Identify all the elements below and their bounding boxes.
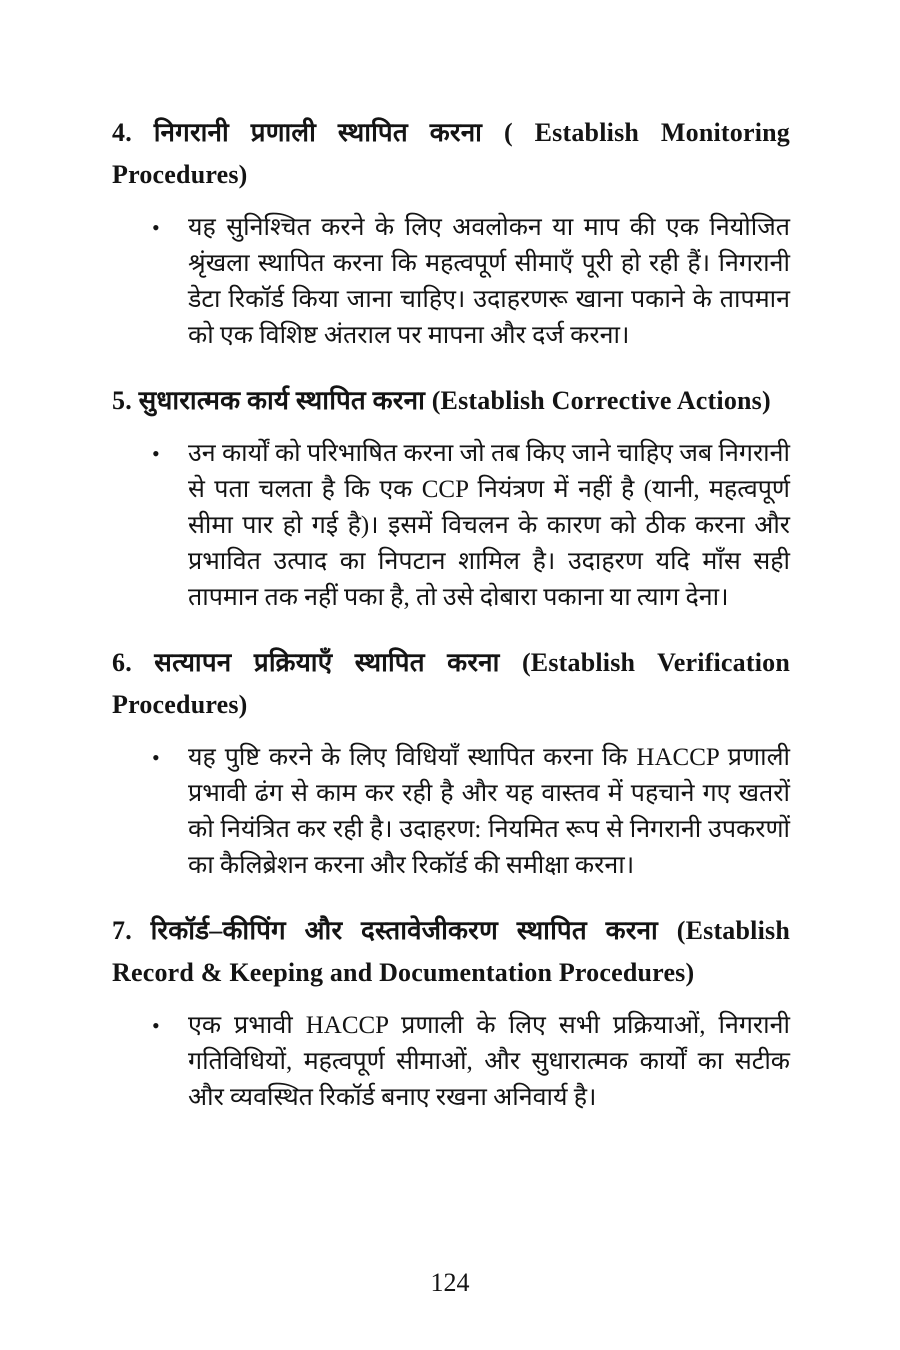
section-corrective-actions (112, 380, 790, 616)
list-item (152, 740, 790, 884)
page-number: 124 (430, 1268, 470, 1297)
section-heading: 6. सत्यापन प्रक्रियाएँ स्थापित करना (Establish Verification Procedures) (112, 648, 790, 719)
list-item (152, 436, 790, 616)
section-record-keeping (112, 910, 790, 1116)
bullet-icon: • (152, 745, 160, 770)
bullet-text: उन कार्यों को परिभाषित करना जो तब किए जाने चाहिए जब निगरानी से पता चलता है कि एक CCP नियंत्रण में नहीं है (यानी, महत्वपूर्ण सीमा पार हो गई है)। इसमें विचलन के कारण को ठीक करना और प्रभावित उत्पाद का निपटान शामिल है। उदाहरण यदि माँस सही तापमान तक नहीं पका है, तो उसे दोबारा पकाना या त्याग देना। (188, 440, 790, 611)
section-verification-procedures (112, 642, 790, 884)
section-heading: 5. सुधारात्मक कार्य स्थापित करना (Establish Corrective Actions) (112, 386, 771, 415)
section-heading: 7. रिकॉर्ड–कीपिंग और दस्तावेजीकरण स्थापित करना (Establish Record & Keeping and Documentation Procedures) (112, 916, 790, 987)
bullet-icon: • (152, 1013, 160, 1038)
bullet-text: यह पुष्टि करने के लिए विधियाँ स्थापित करना कि HACCP प्रणाली प्रभावी ढंग से काम कर रही है और यह वास्तव में पहचाने गए खतरों को नियंत्रित कर रही है। उदाहरण: नियमित रूप से निगरानी उपकरणों का कैलिब्रेशन करना और रिकॉर्ड की समीक्षा करना। (188, 744, 790, 879)
bullet-icon: • (152, 215, 160, 240)
bullet-icon: • (152, 441, 160, 466)
section-monitoring-procedures (112, 112, 790, 354)
list-item (152, 1008, 790, 1116)
list-item (152, 210, 790, 354)
bullet-text: एक प्रभावी HACCP प्रणाली के लिए सभी प्रक्रियाओं, निगरानी गतिविधियों, महत्वपूर्ण सीमाओं, और सुधारात्मक कार्यों का सटीक और व्यवस्थित रिकॉर्ड बनाए रखना अनिवार्य है। (188, 1012, 790, 1111)
bullet-text: यह सुनिश्चित करने के लिए अवलोकन या माप की एक नियोजित श्रृंखला स्थापित करना कि महत्वपूर्ण सीमाएँ पूरी हो रही हैं। निगरानी डेटा रिकॉर्ड किया जाना चाहिए। उदाहरणरू खाना पकाने के तापमान को एक विशिष्ट अंतराल पर मापना और दर्ज करना। (188, 214, 790, 349)
section-heading: 4. निगरानी प्रणाली स्थापित करना ( Establish Monitoring Procedures) (112, 118, 790, 189)
